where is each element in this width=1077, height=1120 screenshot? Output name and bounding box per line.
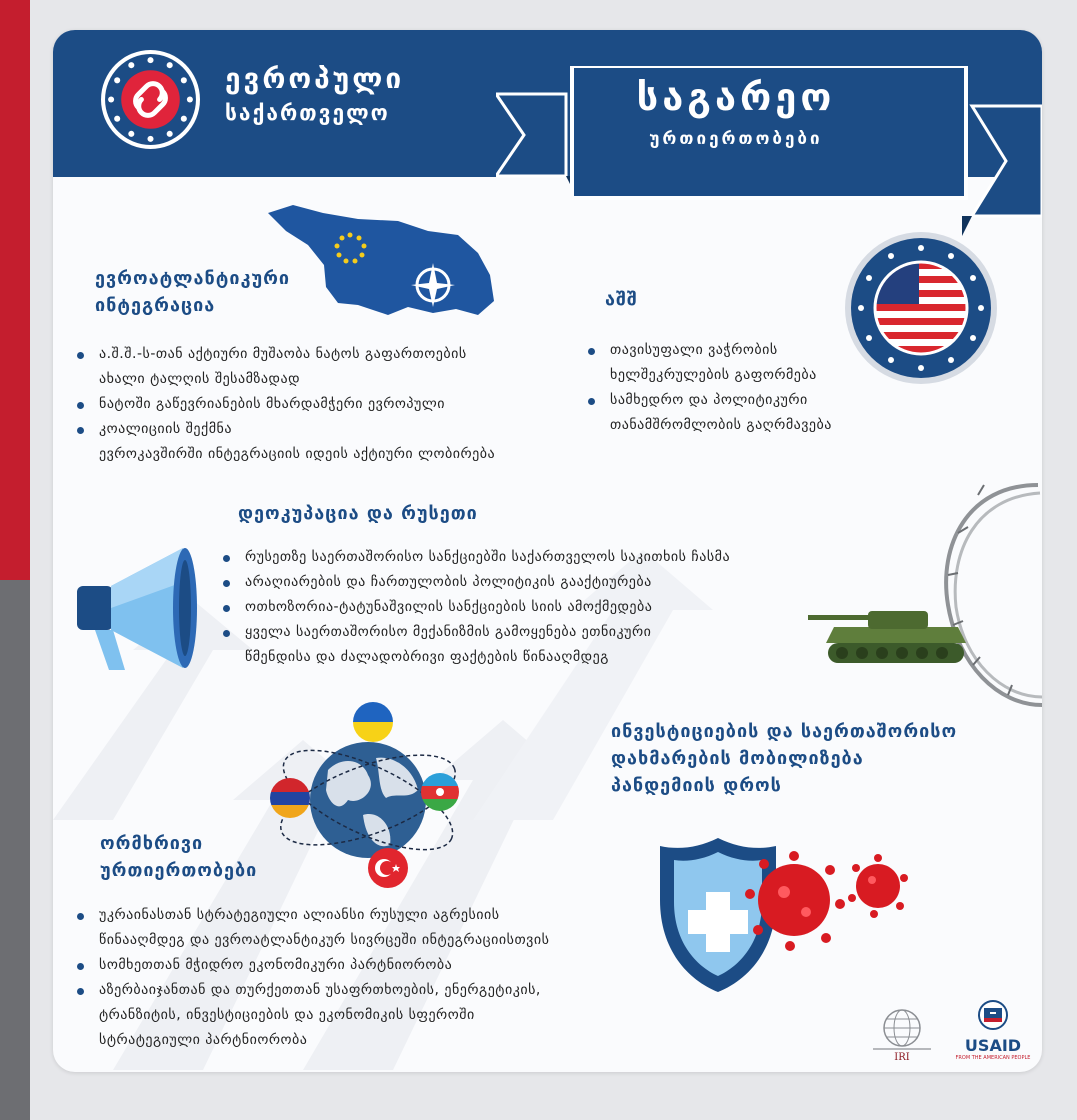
list-item-cont: თანამშრომლობის გაღრმავება xyxy=(610,417,832,433)
investment-heading-line1: ინვესტიციების და საერთაშორისო xyxy=(611,721,958,742)
deoccupation-list xyxy=(221,545,861,670)
bilateral-heading-line2: ურთიერთობები xyxy=(100,860,258,881)
logo-subtitle: საქართველო xyxy=(225,101,390,125)
logo-text xyxy=(225,62,404,125)
usaid-tagline: FROM THE AMERICAN PEOPLE xyxy=(955,1055,1031,1061)
list-item-cont: ევროკავშირში ინტეგრაციის იდეის აქტიური ლობირება xyxy=(99,446,496,462)
ribbon-title-main: საგარეო xyxy=(636,75,836,119)
usa-flag-badge-icon xyxy=(843,230,999,386)
euro-integration-heading xyxy=(95,265,290,319)
bilateral-heading-line1: ორმხრივი xyxy=(100,833,204,854)
usaid-logo xyxy=(953,1000,1033,1066)
list-item: რუსეთზე საერთაშორისო სანქციებში საქართველოს საკითხის ჩასმა xyxy=(221,545,861,570)
list-item: ა.შ.შ.-ს-თან აქტიური მუშაობა ნატოს გაფართოების xyxy=(75,342,595,367)
european-georgia-logo-icon xyxy=(100,49,201,150)
bilateral-list xyxy=(75,903,675,1053)
list-item-cont: ტრანზიტის, ინვესტიციების და ეკონომიკის სფეროში xyxy=(99,1007,475,1023)
georgia-map-eu-nato-icon xyxy=(268,205,500,325)
list-item: სამხედრო და პოლიტიკური xyxy=(586,388,916,413)
tank-barbed-wire-icon xyxy=(808,455,1042,715)
sidebar-grey-stripe xyxy=(0,580,30,1120)
bilateral-heading xyxy=(100,830,257,884)
list-item: არაღიარების და ჩართულობის პოლიტიკის გააქტიურება xyxy=(221,570,861,595)
list-item-cont: წმენდისა და ძალადობრივი ფაქტების წინააღმდეგ xyxy=(245,649,609,665)
iri-logo-icon xyxy=(865,1006,939,1062)
list-item-cont: ახალი ტალღის შესამზადად xyxy=(99,371,301,387)
iri-label: IRI xyxy=(894,1052,910,1062)
list-item-cont: წინააღმდეგ და ევროატლანტიკურ სივრცეში ინტეგრაციისთვის xyxy=(99,932,550,948)
list-item-cont: სტრატეგიული პარტნიორობა xyxy=(99,1032,308,1048)
megaphone-icon xyxy=(73,542,213,672)
ribbon-title-sub: ურთიერთობები xyxy=(649,129,823,149)
shield-virus-icon xyxy=(658,830,918,1000)
euro-heading-line1: ევროატლანტიკური xyxy=(95,268,291,289)
logo-title: ევროპული xyxy=(225,62,405,95)
list-item: სომხეთთან მჭიდრო ეკონომიკური პარტნიორობა xyxy=(75,953,675,978)
globe-flags-icon xyxy=(268,700,468,890)
euro-heading-line2: ინტეგრაცია xyxy=(95,295,216,316)
list-item: ყველა საერთაშორისო მექანიზმის გამოყენება ეთნიკური xyxy=(221,620,861,645)
list-item: თავისუფალი ვაჭრობის xyxy=(586,338,916,363)
list-item: ნატოში გაწევრიანების მხარდამჭერი ევროპული xyxy=(75,392,595,417)
ribbon-title xyxy=(571,75,901,149)
list-item: კოალიციის შექმნა xyxy=(75,417,595,442)
usaid-seal-icon xyxy=(978,1000,1008,1034)
list-item-cont: ხელშეკრულების გაფორმება xyxy=(610,367,817,383)
investment-heading xyxy=(611,718,957,799)
euro-integration-list xyxy=(75,342,595,467)
investment-heading-line3: პანდემიის დროს xyxy=(611,775,782,796)
list-item: აზერბაიჯანთან და თურქეთთან უსაფრთხოების, ენერგეტიკის, xyxy=(75,978,675,1003)
investment-heading-line2: დახმარების მობილიზება xyxy=(611,748,864,769)
usa-heading: აშშ xyxy=(605,289,638,310)
usaid-label: USAID xyxy=(964,1036,1022,1055)
deoccupation-heading: დეოკუპაცია და რუსეთი xyxy=(238,503,478,524)
sidebar-red-stripe xyxy=(0,0,30,580)
list-item: უკრაინასთან სტრატეგიული ალიანსი რუსული აგრესიის xyxy=(75,903,675,928)
infographic-card xyxy=(53,30,1042,1072)
list-item: ოთხოზორია-ტატუნაშვილის სანქციების სიის ამოქმედება xyxy=(221,595,861,620)
